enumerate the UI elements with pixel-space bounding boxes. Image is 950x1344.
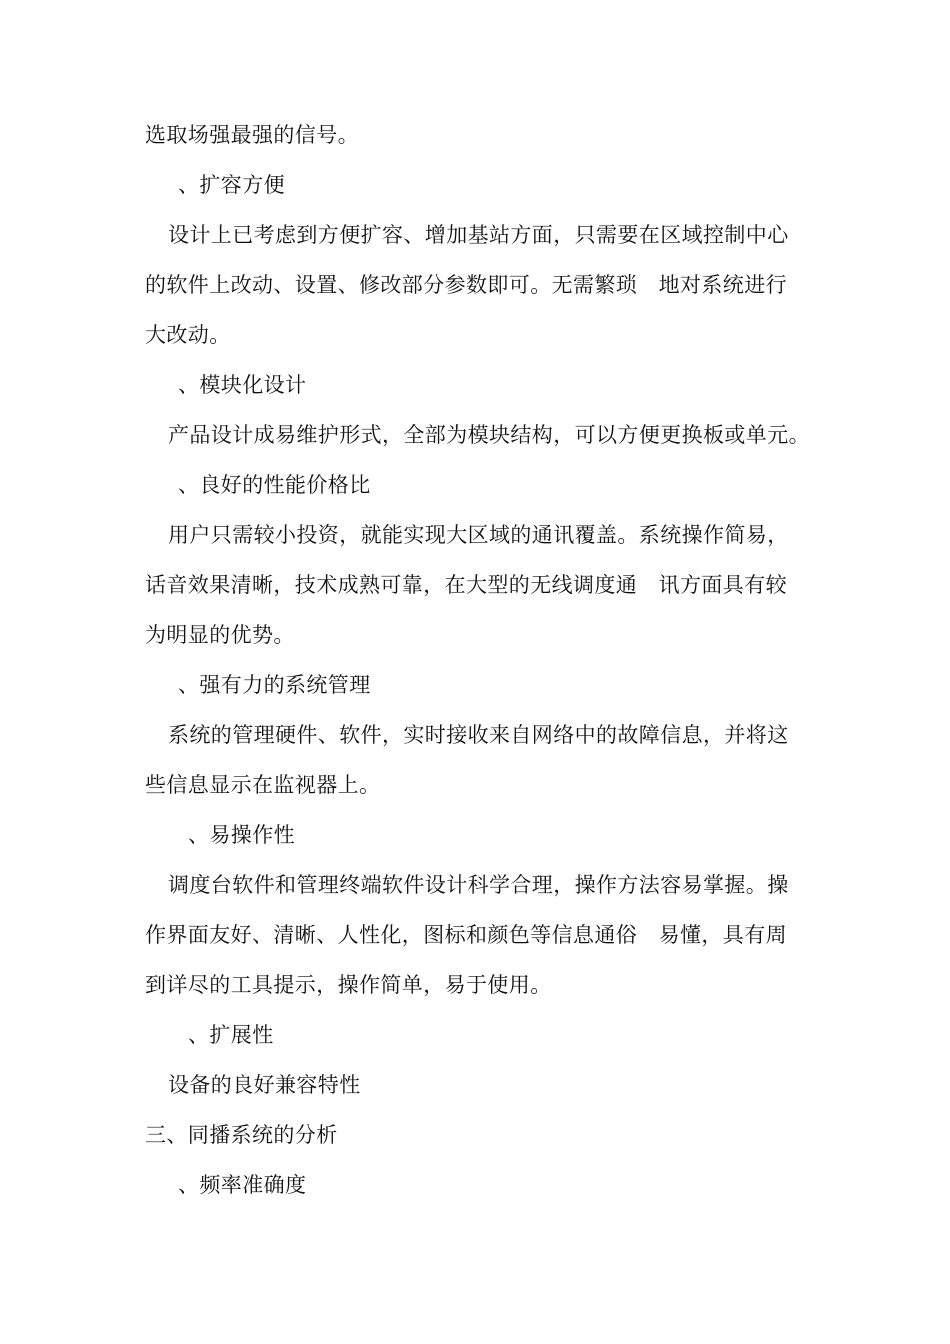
paragraph-line: 设备的良好兼容特性 <box>168 1073 361 1097</box>
paragraph-line: 系统的管理硬件、软件，实时接收来自网络中的故障信息，并将这 <box>168 723 789 747</box>
section-heading: 、良好的性能价格比 <box>178 473 371 497</box>
chapter-heading: 三、同播系统的分析 <box>145 1123 338 1147</box>
section-heading: 、易操作性 <box>188 823 295 847</box>
paragraph-line: 到详尽的工具提示，操作简单，易于使用。 <box>145 973 552 997</box>
section-heading: 、强有力的系统管理 <box>178 673 371 697</box>
paragraph-line: 选取场强最强的信号。 <box>145 123 359 147</box>
paragraph-line: 作界面友好、清晰、人性化，图标和颜色等信息通俗 易懂，具有周 <box>145 923 787 947</box>
paragraph-line: 的软件上改动、设置、修改部分参数即可。无需繁琐 地对系统进行 <box>145 273 787 297</box>
section-heading: 、模块化设计 <box>178 373 307 397</box>
paragraph-line: 些信息显示在监视器上。 <box>145 773 381 797</box>
paragraph-line: 调度台软件和管理终端软件设计科学合理，操作方法容易掌握。操 <box>168 873 789 897</box>
paragraph-line: 用户只需较小投资，就能实现大区域的通讯覆盖。系统操作简易， <box>168 523 789 547</box>
section-heading: 、频率准确度 <box>178 1173 307 1197</box>
paragraph-line: 设计上已考虑到方便扩容、增加基站方面，只需要在区域控制中心 <box>168 223 789 247</box>
section-heading: 、扩展性 <box>188 1023 274 1047</box>
paragraph-line: 产品设计成易维护形式，全部为模块结构，可以方便更换板或单元。 <box>168 423 810 447</box>
section-heading: 、扩容方便 <box>178 173 285 197</box>
paragraph-line: 大改动。 <box>145 323 231 347</box>
paragraph-line: 话音效果清晰，技术成熟可靠，在大型的无线调度通 讯方面具有较 <box>145 573 787 597</box>
paragraph-line: 为明显的优势。 <box>145 623 295 647</box>
